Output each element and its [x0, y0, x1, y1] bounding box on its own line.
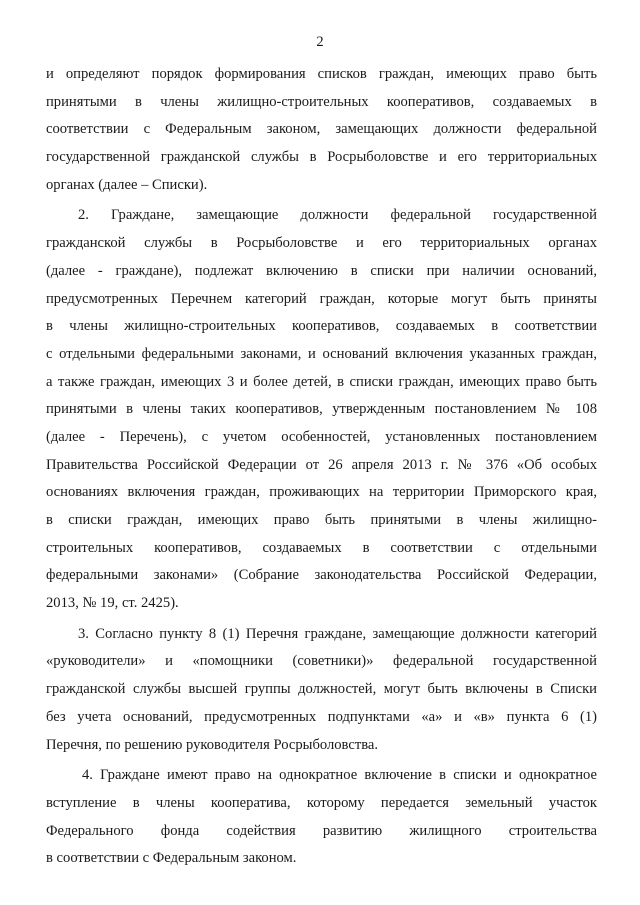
- text-line: вступление в члены кооператива, которому передается земельный участок: [46, 794, 597, 811]
- text-line: 4. Граждане имеют право на однократное включение в списки и однократное: [82, 767, 597, 784]
- text-line: в списки граждан, имеющих право быть принятыми в члены жилищно-: [46, 512, 597, 528]
- paragraph-p3: [46, 621, 597, 759]
- text-line: 2013, № 19, ст. 2425).: [46, 595, 179, 612]
- text-line: соответствии с Федеральным законом, замещающих должности федеральной: [46, 121, 597, 138]
- text-line: предусмотренных Перечнем категорий граждан, которые могут быть приняты: [46, 290, 597, 307]
- text-line: органах (далее – Списки).: [46, 176, 208, 193]
- text-line: (далее - Перечень), с учетом особенностей, установленных постановлением: [46, 428, 597, 445]
- paragraph-p1: [46, 61, 597, 199]
- text-line: «руководители» и «помощники (советники)» федеральной государственной: [46, 653, 597, 670]
- text-line: основаниях включения граждан, проживающих на территории Приморского края,: [46, 484, 597, 501]
- text-line: государственной гражданской службы в Росрыболовстве и его территориальных: [46, 149, 597, 166]
- text-line: Правительства Российской Федерации от 26 апреля 2013 г. № 376 «Об особых: [46, 456, 597, 473]
- text-line: в соответствии с Федеральным законом.: [46, 850, 297, 867]
- document-body: [46, 61, 597, 873]
- paragraph-p2: [46, 202, 597, 617]
- text-line: Федерального фонда содействия развитию жилищного строительства: [46, 822, 597, 839]
- page-number: 2: [316, 34, 324, 50]
- text-line: принятыми в члены жилищно-строительных кооперативов, создаваемых в: [46, 93, 597, 110]
- text-line: (далее - граждане), подлежат включению в списки при наличии оснований,: [46, 262, 597, 279]
- text-line: а также граждан, имеющих 3 и более детей, в списки граждан, имеющих право быть: [46, 373, 597, 390]
- text-line: в члены жилищно-строительных кооперативов, создаваемых в соответствии: [46, 318, 597, 335]
- paragraph-p4: [46, 762, 597, 873]
- text-line: строительных кооперативов, создаваемых в соответствии с отдельными: [46, 539, 597, 556]
- text-line: 3. Согласно пункту 8 (1) Перечня граждане, замещающие должности категорий: [78, 625, 597, 642]
- text-line: гражданской службы в Росрыболовстве и его территориальных органах: [46, 235, 597, 252]
- text-line: без учета оснований, предусмотренных подпунктами «а» и «в» пункта 6 (1): [46, 708, 597, 725]
- text-line: и определяют порядок формирования списков граждан, имеющих право быть: [46, 66, 597, 82]
- text-line: Перечня, по решению руководителя Росрыболовства.: [46, 736, 379, 753]
- text-line: с отдельными федеральными законами, и оснований включения указанных граждан,: [46, 345, 597, 362]
- text-line: федеральными законами» (Собрание законодательства Российской Федерации,: [46, 567, 597, 584]
- text-line: 2. Граждане, замещающие должности федеральной государственной: [78, 207, 597, 224]
- text-line: принятыми в члены таких кооперативов, утвержденным постановлением № 108: [46, 401, 597, 418]
- text-line: гражданской службы высшей группы должностей, могут быть включены в Списки: [46, 681, 597, 698]
